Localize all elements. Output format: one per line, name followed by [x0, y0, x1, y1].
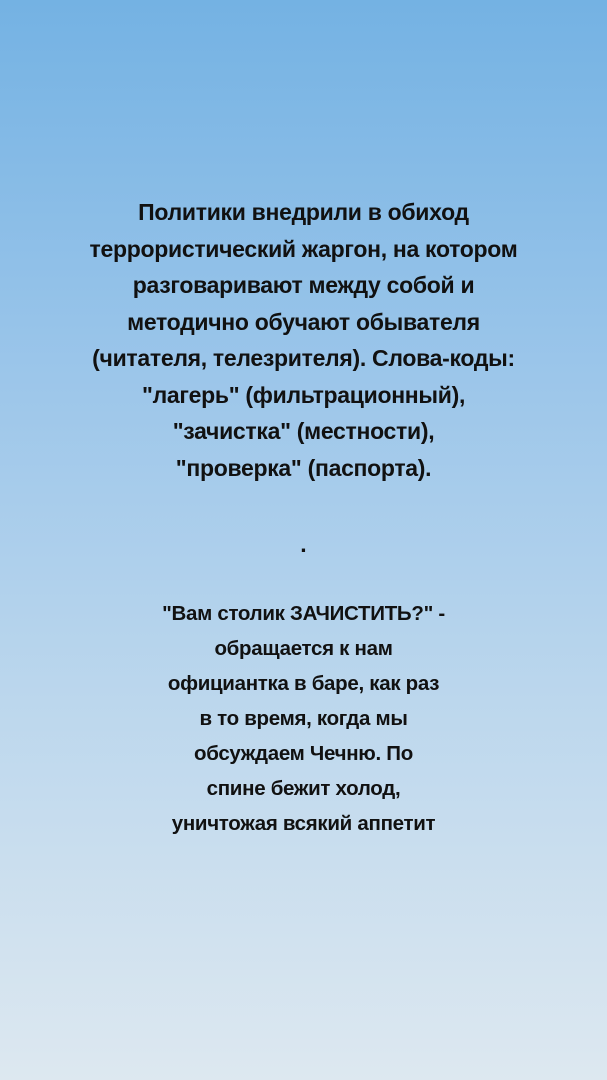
text-line: уничтожая всякий аппетит — [171, 812, 436, 835]
text-line: "лагерь" (фильтрационный), — [141, 381, 466, 408]
story-text-paragraph-2 — [0, 596, 607, 841]
text-line: "Вам столик ЗАЧИСТИТЬ?" - — [162, 602, 445, 625]
text-line: разговаривают между собой и — [132, 272, 475, 298]
text-line: в то время, когда мы — [199, 707, 408, 730]
text-line: "зачистка" (местности), — [172, 418, 435, 444]
text-line: террористический жаргон, на котором — [89, 235, 518, 262]
text-line: методично обучают обывателя — [127, 308, 480, 335]
text-line: официантка в баре, как раз — [167, 672, 440, 695]
text-line: спине бежит холод, — [206, 777, 401, 800]
text-line: обращается к нам — [214, 637, 393, 660]
separator-dot: . — [300, 531, 307, 557]
text-line: обсуждаем Чечню. По — [194, 742, 413, 765]
text-line: (читателя, телезрителя). Слова-коды: — [92, 345, 515, 371]
text-line: "проверка" (паспорта). — [175, 454, 432, 481]
story-text-paragraph-1 — [0, 194, 607, 486]
text-line: Политики внедрили в обиход — [138, 199, 469, 225]
